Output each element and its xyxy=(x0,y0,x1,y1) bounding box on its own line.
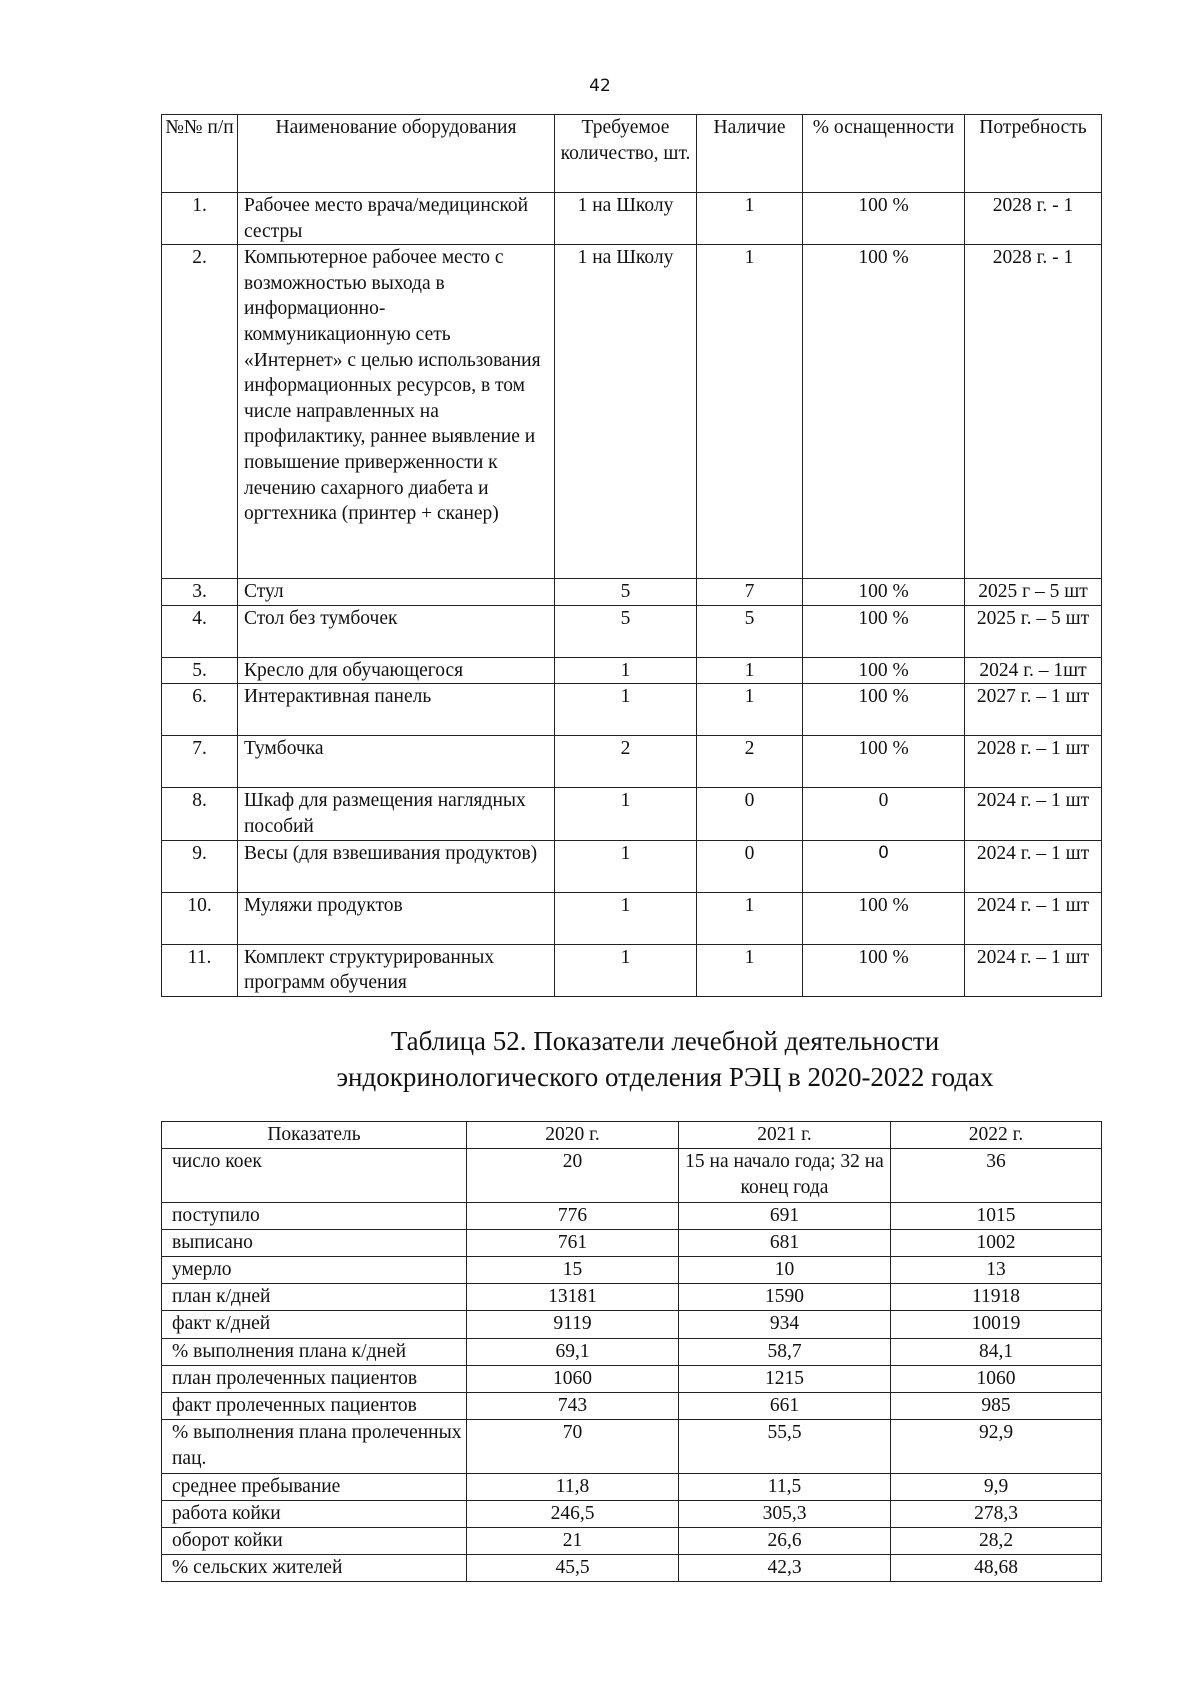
table-row xyxy=(162,1528,1102,1555)
value-2022: 1015 xyxy=(891,1202,1102,1229)
table-row xyxy=(162,1149,1102,1202)
need: 2024 г. – 1 шт xyxy=(965,840,1102,892)
equipment-percent: 100 % xyxy=(803,944,965,996)
available-quantity: 0 xyxy=(697,788,803,840)
indicator-label: поступило xyxy=(162,1202,467,1229)
value-2020: 21 xyxy=(467,1528,679,1555)
row-number: 1. xyxy=(162,193,238,245)
row-number: 11. xyxy=(162,944,238,996)
caption-line-1: Таблица 52. Показатели лечебной деятельности xyxy=(390,1026,940,1056)
indicator-label: план пролеченных пациентов xyxy=(162,1365,467,1392)
header-equipment-name: Наименование оборудования xyxy=(238,115,555,193)
table-row xyxy=(162,1420,1102,1473)
value-2022: 92,9 xyxy=(891,1420,1102,1473)
value-2020: 761 xyxy=(467,1229,679,1256)
indicator-label: % выполнения плана к/дней xyxy=(162,1338,467,1365)
indicator-label: умерло xyxy=(162,1257,467,1284)
value-2022: 11918 xyxy=(891,1284,1102,1311)
available-quantity: 1 xyxy=(697,193,803,245)
table-row xyxy=(162,1229,1102,1256)
need: 2025 г. – 5 шт xyxy=(965,605,1102,657)
value-2021: 58,7 xyxy=(679,1338,891,1365)
value-2022: 84,1 xyxy=(891,1338,1102,1365)
header-required-quantity: Требуемое количество, шт. xyxy=(555,115,697,193)
equipment-percent: 0 xyxy=(803,840,965,892)
row-number: 10. xyxy=(162,892,238,944)
equipment-percent: 100 % xyxy=(803,605,965,657)
header-need: Потребность xyxy=(965,115,1102,193)
value-2022: 36 xyxy=(891,1149,1102,1202)
row-number: 5. xyxy=(162,657,238,684)
value-2020: 1060 xyxy=(467,1365,679,1392)
value-2021: 26,6 xyxy=(679,1528,891,1555)
value-2020: 15 xyxy=(467,1257,679,1284)
equipment-percent: 100 % xyxy=(803,193,965,245)
available-quantity: 1 xyxy=(697,944,803,996)
table-row xyxy=(162,193,1102,245)
caption-line-2: эндокринологического отделения РЭЦ в 2020-2022 годах xyxy=(336,1062,994,1092)
value-2020: 20 xyxy=(467,1149,679,1202)
value-2022: 1002 xyxy=(891,1229,1102,1256)
value-2021: 1590 xyxy=(679,1284,891,1311)
value-2020: 246,5 xyxy=(467,1500,679,1527)
header-number: №№ п/п xyxy=(162,115,238,193)
value-2020: 69,1 xyxy=(467,1338,679,1365)
need: 2025 г – 5 шт xyxy=(965,579,1102,606)
need: 2024 г. – 1 шт xyxy=(965,892,1102,944)
required-quantity: 1 xyxy=(555,840,697,892)
value-2022: 48,68 xyxy=(891,1555,1102,1582)
available-quantity: 1 xyxy=(697,245,803,579)
value-2022: 985 xyxy=(891,1393,1102,1420)
equipment-name: Компьютерное рабочее место с возможностью выхода в информационно-коммуникационную сеть «Интернет» с целью использования информационных ресурсов, в том числе направленных на профилактику, раннее выявление и повышение приверженности к лечению сахарного диабета и оргтехника (принтер + сканер) xyxy=(238,245,555,579)
value-2020: 776 xyxy=(467,1202,679,1229)
table-row xyxy=(162,840,1102,892)
required-quantity: 2 xyxy=(555,736,697,788)
equipment-name: Кресло для обучающегося xyxy=(238,657,555,684)
header-year-2020: 2020 г. xyxy=(467,1122,679,1149)
available-quantity: 1 xyxy=(697,657,803,684)
indicator-label: % сельских жителей xyxy=(162,1555,467,1582)
indicator-label: число коек xyxy=(162,1149,467,1202)
value-2022: 278,3 xyxy=(891,1500,1102,1527)
table-row xyxy=(162,1555,1102,1582)
required-quantity: 5 xyxy=(555,579,697,606)
page-number: 42 xyxy=(589,76,611,96)
row-number: 3. xyxy=(162,579,238,606)
table-row xyxy=(162,1338,1102,1365)
header-equipment-percent: % оснащенности xyxy=(803,115,965,193)
table-row xyxy=(162,684,1102,736)
value-2021: 661 xyxy=(679,1393,891,1420)
need: 2024 г. – 1 шт xyxy=(965,788,1102,840)
equipment-percent: 100 % xyxy=(803,684,965,736)
value-2021: 934 xyxy=(679,1311,891,1338)
header-year-2022: 2022 г. xyxy=(891,1122,1102,1149)
row-number: 8. xyxy=(162,788,238,840)
table-row xyxy=(162,657,1102,684)
value-2020: 70 xyxy=(467,1420,679,1473)
required-quantity: 1 xyxy=(555,944,697,996)
required-quantity: 1 на Школу xyxy=(555,193,697,245)
need: 2024 г. – 1шт xyxy=(965,657,1102,684)
value-2021: 11,5 xyxy=(679,1473,891,1500)
need: 2028 г. - 1 xyxy=(965,245,1102,579)
table-row xyxy=(162,245,1102,579)
value-2021: 1215 xyxy=(679,1365,891,1392)
indicator-label: выписано xyxy=(162,1229,467,1256)
need: 2027 г. – 1 шт xyxy=(965,684,1102,736)
value-2022: 9,9 xyxy=(891,1473,1102,1500)
table-row xyxy=(162,1393,1102,1420)
value-2020: 11,8 xyxy=(467,1473,679,1500)
value-2021: 681 xyxy=(679,1229,891,1256)
table-row xyxy=(162,788,1102,840)
required-quantity: 1 xyxy=(555,684,697,736)
equipment-percent: 100 % xyxy=(803,579,965,606)
equipment-percent: 100 % xyxy=(803,245,965,579)
value-2022: 28,2 xyxy=(891,1528,1102,1555)
indicator-label: среднее пребывание xyxy=(162,1473,467,1500)
equipment-name: Стол без тумбочек xyxy=(238,605,555,657)
required-quantity: 5 xyxy=(555,605,697,657)
available-quantity: 1 xyxy=(697,892,803,944)
header-indicator: Показатель xyxy=(162,1122,467,1149)
indicator-label: факт к/дней xyxy=(162,1311,467,1338)
header-year-2021: 2021 г. xyxy=(679,1122,891,1149)
value-2022: 13 xyxy=(891,1257,1102,1284)
available-quantity: 7 xyxy=(697,579,803,606)
value-2020: 9119 xyxy=(467,1311,679,1338)
need: 2024 г. – 1 шт xyxy=(965,944,1102,996)
equipment-name: Шкаф для размещения наглядных пособий xyxy=(238,788,555,840)
table-row xyxy=(162,892,1102,944)
available-quantity: 1 xyxy=(697,684,803,736)
table-row xyxy=(162,1284,1102,1311)
row-number: 7. xyxy=(162,736,238,788)
equipment-percent: 100 % xyxy=(803,736,965,788)
table-row xyxy=(162,1257,1102,1284)
equipment-name: Стул xyxy=(238,579,555,606)
value-2021: 15 на начало года; 32 на конец года xyxy=(679,1149,891,1202)
indicator-label: факт пролеченных пациентов xyxy=(162,1393,467,1420)
equipment-name: Весы (для взвешивания продуктов) xyxy=(238,840,555,892)
table-row xyxy=(162,605,1102,657)
value-2020: 13181 xyxy=(467,1284,679,1311)
value-2022: 10019 xyxy=(891,1311,1102,1338)
indicator-label: работа койки xyxy=(162,1500,467,1527)
value-2022: 1060 xyxy=(891,1365,1102,1392)
need: 2028 г. – 1 шт xyxy=(965,736,1102,788)
value-2020: 45,5 xyxy=(467,1555,679,1582)
indicator-label: % выполнения плана пролеченных пац. xyxy=(162,1420,467,1473)
table-caption xyxy=(0,1023,1200,1095)
header-available: Наличие xyxy=(697,115,803,193)
row-number: 6. xyxy=(162,684,238,736)
indicator-label: оборот койки xyxy=(162,1528,467,1555)
value-2021: 305,3 xyxy=(679,1500,891,1527)
available-quantity: 0 xyxy=(697,840,803,892)
equipment-name: Интерактивная панель xyxy=(238,684,555,736)
table-row xyxy=(162,736,1102,788)
table-row xyxy=(162,579,1102,606)
table-row xyxy=(162,1500,1102,1527)
row-number: 2. xyxy=(162,245,238,579)
equipment-percent: 0 xyxy=(803,788,965,840)
table-row xyxy=(162,1311,1102,1338)
indicator-label: план к/дней xyxy=(162,1284,467,1311)
equipment-table xyxy=(161,114,1102,997)
equipment-name: Комплект структурированных программ обучения xyxy=(238,944,555,996)
value-2021: 42,3 xyxy=(679,1555,891,1582)
table-row xyxy=(162,1473,1102,1500)
equipment-name: Муляжи продуктов xyxy=(238,892,555,944)
table-row xyxy=(162,1365,1102,1392)
required-quantity: 1 xyxy=(555,657,697,684)
need: 2028 г. - 1 xyxy=(965,193,1102,245)
equipment-percent: 100 % xyxy=(803,657,965,684)
row-number: 4. xyxy=(162,605,238,657)
available-quantity: 2 xyxy=(697,736,803,788)
value-2021: 691 xyxy=(679,1202,891,1229)
value-2021: 10 xyxy=(679,1257,891,1284)
available-quantity: 5 xyxy=(697,605,803,657)
equipment-name: Тумбочка xyxy=(238,736,555,788)
equipment-percent: 100 % xyxy=(803,892,965,944)
treatment-stats-table xyxy=(161,1121,1102,1582)
row-number: 9. xyxy=(162,840,238,892)
table-row xyxy=(162,1202,1102,1229)
value-2021: 55,5 xyxy=(679,1420,891,1473)
required-quantity: 1 на Школу xyxy=(555,245,697,579)
value-2020: 743 xyxy=(467,1393,679,1420)
table-row xyxy=(162,944,1102,996)
required-quantity: 1 xyxy=(555,892,697,944)
required-quantity: 1 xyxy=(555,788,697,840)
equipment-name: Рабочее место врача/медицинской сестры xyxy=(238,193,555,245)
